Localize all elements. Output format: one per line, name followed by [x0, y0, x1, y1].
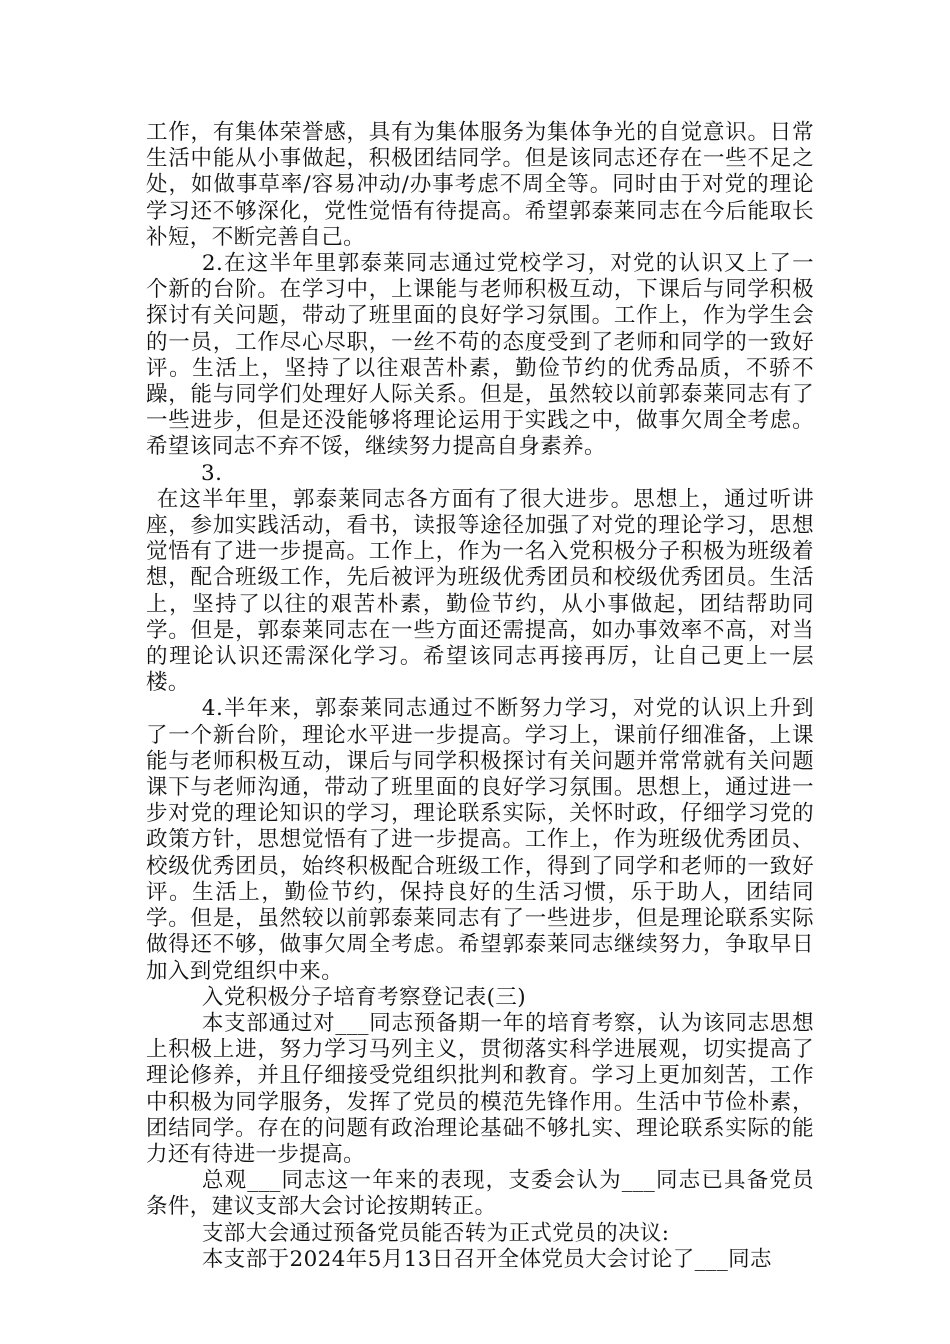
paragraph-meeting-record: 本支部于2024年5月13日召开全体党员大会讨论了___同志: [201, 1246, 772, 1272]
paragraph-evaluation-1-continued: 工作，有集体荣誉感，具有为集体服务为集体争光的自觉意识。日常生活中能从小事做起，积极团结同学。但是该同志还存在一些不足之处，如做事草率/容易冲动/办事考虑不周全等。同时由于对党的理论学习还不够深化，党性觉悟有待提高。希望郭泰莱同志在今后能取长补短，不断完善自己。: [146, 120, 814, 250]
paragraph-resolution-heading: 支部大会通过预备党员能否转为正式党员的决议:: [201, 1220, 670, 1246]
paragraph-evaluation-3: 在这半年里，郭泰莱同志各方面有了很大进步。思想上，通过听讲座，参加实践活动，看书，读报等途径加强了对党的理论学习，思想觉悟有了进一步提高。工作上，作为一名入党积极分子积极为班级着想，配合班级工作，先后被评为班级优秀团员和校级优秀团员。生活上，坚持了以往的艰苦朴素，勤俭节约，从小事做起，团结帮助同学。但是，郭泰莱同志在一些方面还需提高，如办事效率不高，对当的理论认识还需深化学习。希望该同志再接再厉，让自己更上一层楼。: [146, 486, 814, 696]
section-heading-form-3: 入党积极分子培育考察登记表(三): [201, 984, 527, 1010]
document-body: [146, 120, 814, 1273]
paragraph-committee-conclusion: 总观___同志这一年来的表现，支委会认为___同志已具备党员条件，建议支部大会讨论按期转正。: [146, 1168, 814, 1220]
paragraph-evaluation-4: 4.半年来，郭泰莱同志通过不断努力学习，对党的认识上升到了一个新台阶，理论水平进一步提高。学习上，课前仔细准备，上课能与老师积极互动，课后与同学积极探讨有关问题并常常就有关问题课下与老师沟通，带动了班里面的良好学习氛围。思想上，通过进一步对党的理论知识的学习，理论联系实际，关怀时政，仔细学习党的政策方针，思想觉悟有了进一步提高。工作上，作为班级优秀团员、校级优秀团员，始终积极配合班级工作，得到了同学和老师的一致好评。生活上，勤俭节约，保持良好的生活习惯，乐于助人，团结同学。但是，虽然较以前郭泰莱同志有了一些进步，但是理论联系实际做得还不够，做事欠周全考虑。希望郭泰莱同志继续努力，争取早日加入到党组织中来。: [146, 696, 814, 984]
paragraph-evaluation-2: 2.在这半年里郭泰莱同志通过党校学习，对党的认识又上了一个新的台阶。在学习中，上课能与老师积极互动，下课后与同学积极探讨有关问题，带动了班里面的良好学习氛围。工作上，作为学生会的一员，工作尽心尽职，一丝不苟的态度受到了老师和同学的一致好评。生活上，坚持了以往艰苦朴素，勤俭节约的优秀品质，不骄不躁，能与同学们处理好人际关系。但是，虽然较以前郭泰莱同志有了一些进步，但是还没能够将理论运用于实践之中，做事欠周全考虑。希望该同志不弃不馁，继续努力提高自身素养。: [146, 251, 814, 460]
paragraph-branch-assessment: 本支部通过对___同志预备期一年的培育考察，认为该同志思想上积极上进，努力学习马列主义，贯彻落实科学进展观，切实提高了理论修养，并且仔细接受党组织批判和教育。学习上更加刻苦，工作中积极为同学服务，发挥了党员的模范先锋作用。生活中节俭朴素，团结同学。存在的问题有政治理论基础不够扎实、理论联系实际的能力还有待进一步提高。: [146, 1010, 814, 1167]
paragraph-number-3: 3.: [201, 460, 223, 486]
